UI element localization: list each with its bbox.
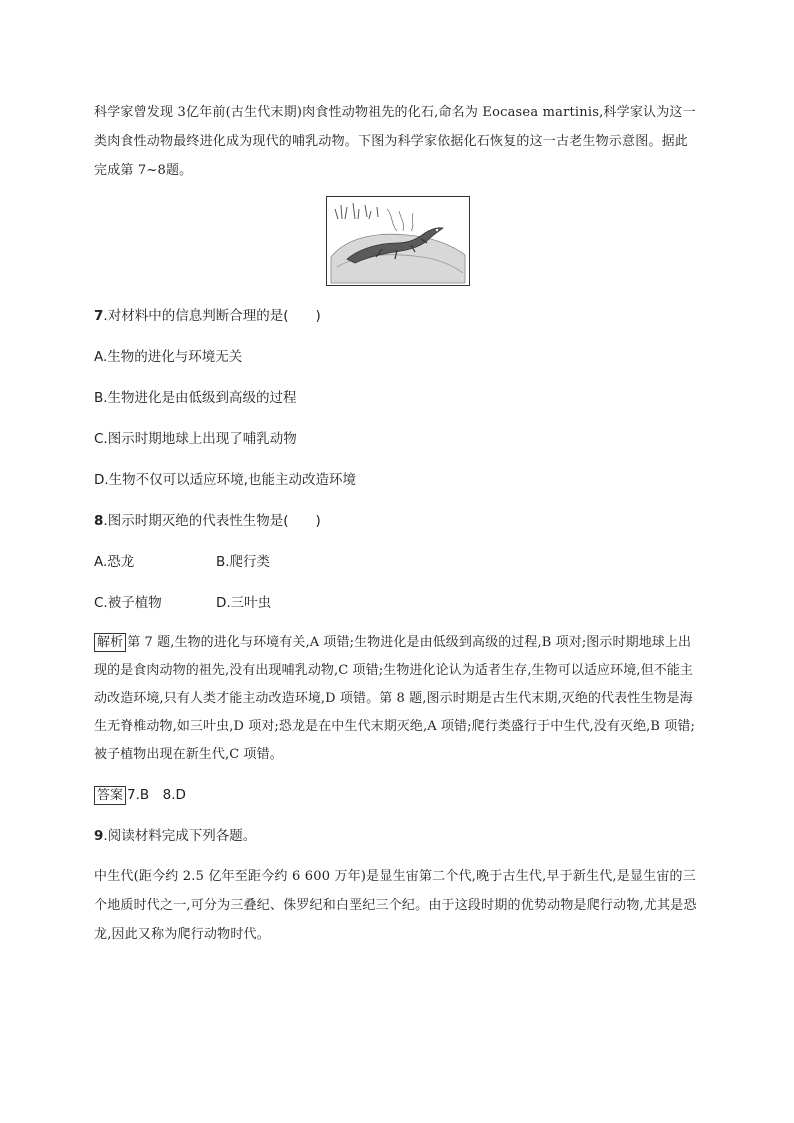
options-row-8cd — [94, 593, 700, 613]
analysis-text: 第 7 题,生物的进化与环境有关,A 项错;生物进化是由低级到高级的过程,B 项对;图示时期地球上出现的是食肉动物的祖先,没有出现哺乳动物,C 项错;生物进化论认为适者生存,生物可以适应环境,但不能主动改造环境,只有人类才能主动改造环境,D 项错。第 8 题,图示时期是古生代末期,灭绝的代表性生物是海生无脊椎动物,如三叶虫,D 项对;恐龙是在中生代末期灭绝,A 项错;爬行类盛行于中生代,没有灭绝,B 项错;被子植物出现在新生代,C 项错。 — [94, 635, 695, 762]
answer-tag: 答案 — [94, 786, 126, 805]
question-8 — [94, 511, 700, 531]
options-row-8ab — [94, 552, 700, 572]
question-stem: .阅读材料完成下列各题。 — [103, 828, 257, 844]
option-7c: C.图示时期地球上出现了哺乳动物 — [94, 431, 297, 447]
analysis-section — [94, 629, 700, 769]
option-8b: B.爬行类 — [216, 554, 271, 570]
question-number: 7 — [94, 308, 104, 324]
ancient-reptile-illustration-icon — [327, 197, 469, 285]
question-9 — [94, 826, 700, 846]
material-paragraph: 中生代(距今约 2.5 亿年至距今约 6 600 万年)是显生宙第二个代,晚于古生代,早于新生代,是显生宙的三个地质时代之一,可分为三叠纪、侏罗纪和白垩纪三个纪。由于这段时期的优势动物是爬行动物,尤其是恐龙,因此又称为爬行动物时代。 — [94, 869, 697, 942]
question-number: 9 — [94, 828, 104, 844]
option-8c: C.被子植物 — [94, 595, 162, 611]
analysis-tag: 解析 — [94, 633, 126, 652]
option-7a: A.生物的进化与环境无关 — [94, 349, 243, 365]
option-8a: A.恐龙 — [94, 554, 135, 570]
answer-section — [94, 785, 700, 805]
intro-paragraph: 科学家曾发现 3亿年前(古生代末期)肉食性动物祖先的化石,命名为 Eocasea martinis,科学家认为这一类肉食性动物最终进化成为现代的哺乳动物。下图为科学家依据化石恢复的这一古老生物示意图。据此完成第 7~8题。 — [94, 105, 696, 178]
fossil-creature-figure — [326, 196, 470, 286]
option-7b: B.生物进化是由低级到高级的过程 — [94, 390, 297, 406]
question-number: 8 — [94, 513, 104, 529]
answer-text: 7.B 8.D — [127, 787, 186, 803]
question-stem: .图示时期灭绝的代表性生物是( ) — [103, 513, 321, 529]
question-7 — [94, 306, 700, 326]
option-7d: D.生物不仅可以适应环境,也能主动改造环境 — [94, 472, 356, 488]
question-stem: .对材料中的信息判断合理的是( ) — [103, 308, 321, 324]
option-8d: D.三叶虫 — [216, 595, 272, 611]
